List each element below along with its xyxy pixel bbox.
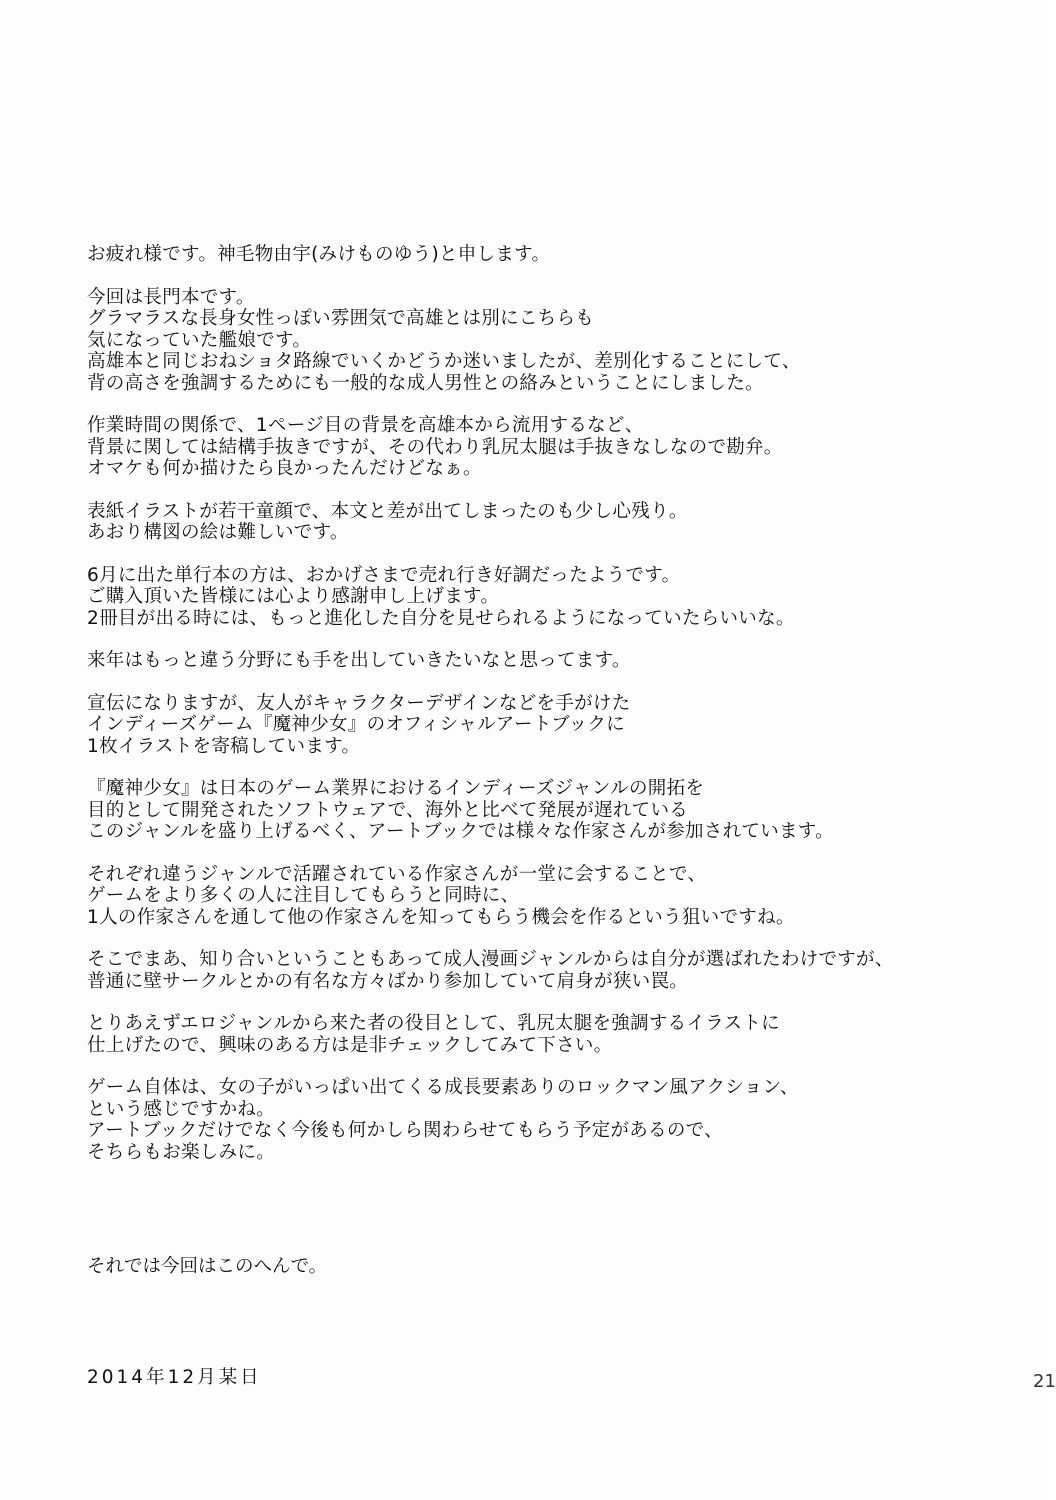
text-line: 目的として開発されたソフトウェアで、海外と比べて発展が遅れている [87,799,689,821]
paragraph [87,1013,1007,1056]
text-line: それぞれ違うジャンルで活躍されている作家さんが一堂に会することで、 [87,863,707,885]
paragraph [87,287,1007,395]
text-line: 2冊目が出る時には、もっと進化した自分を見せられるようになっていたらいいな。 [87,607,795,629]
text-line: このジャンルを盛り上げるべく、アートブックでは様々な作家さんが参加されています。 [87,821,834,842]
paragraph [87,1077,1007,1163]
text-line: ゲームをより多くの人に注目してもらうと同時に、 [87,885,520,906]
paragraph [87,693,1007,758]
paragraph [87,565,1007,630]
text-line: 宣伝になりますが、友人がキャラクターデザインなどを手がけた [87,692,631,714]
date-line: 2014年12月某日 [87,1367,262,1388]
text-line: そこでまあ、知り合いということもあって成人漫画ジャンルからは自分が選ばれたわけですが、 [87,949,894,970]
text-line: とりあえずエロジャンルから来た者の役目として、乳尻太腿を強調するイラストに [87,1013,780,1034]
text-line: あおり構図の絵は難しいです。 [87,522,349,543]
paragraph [87,244,1007,266]
closing-line: それでは今回はこのへんで。 [87,1256,328,1277]
text-line: 普通に壁サークルとかの有名な方々ばかり参加していて肩身が狭い罠。 [87,970,689,992]
afterword-body [87,244,1007,1184]
text-line: アートブックだけでなく今後も何かしら関わらせてもらう予定があるので、 [87,1120,723,1141]
paragraph [87,778,1007,843]
paragraph [87,864,1007,929]
text-line: 作業時間の関係で、1ページ目の背景を高雄本から流用するなど、 [87,415,644,436]
text-line: 背の高さを強調するためにも一般的な成人男性との絡みということにしました。 [87,372,764,394]
text-line: 気になっていた艦娘です。 [87,329,312,351]
text-line: インディーズゲーム『魔神少女』のオフィシャルアートブックに [87,714,625,735]
text-line: そちらもお楽しみに。 [87,1141,276,1163]
text-line: 来年はもっと違う分野にも手を出していきたいなと思ってます。 [87,650,631,671]
text-line: 今回は長門本です。 [87,286,255,308]
text-line: ご購入頂いた皆様には心より感謝申し上げます。 [87,586,500,607]
text-line: 『魔神少女』は日本のゲーム業界におけるインディーズジャンルの開拓を [87,778,705,799]
text-line: 仕上げたので、興味のある方は是非チェックしてみて下さい。 [87,1034,613,1056]
paragraph [87,501,1007,544]
text-line: 1枚イラストを寄稿しています。 [87,735,361,757]
text-line: お疲れ様です。神毛物由宇(みけものゆう)と申します。 [87,244,551,265]
paragraph [87,949,1007,992]
text-line: 6月に出た単行本の方は、おかげさまで売れ行き好調だったようです。 [87,564,681,586]
text-line: 表紙イラストが若干童顔で、本文と差が出てしまったのも少し心残り。 [87,500,688,522]
text-line: ゲーム自体は、女の子がいっぱい出てくる成長要素ありのロックマン風アクション、 [87,1077,799,1098]
text-line: という感じですかね。 [87,1098,276,1120]
text-line: 背景に関しては結構手抜きですが、その代わり乳尻太腿は手抜きなしなので勘弁。 [87,436,783,458]
paragraph [87,650,1007,672]
page-number: 21 [1033,1371,1056,1392]
paragraph [87,415,1007,480]
text-line: 1人の作家さんを通して他の作家さんを知ってもらう機会を作るという狙いですね。 [87,906,795,928]
text-line: オマケも何か描けたら良かったんだけどなぁ。 [87,458,482,479]
text-line: グラマラスな長身女性っぽい雰囲気で高雄とは別にこちらも [87,308,595,329]
text-line: 高雄本と同じおねショタ路線でいくかどうか迷いましたが、差別化することにして、 [87,351,801,372]
